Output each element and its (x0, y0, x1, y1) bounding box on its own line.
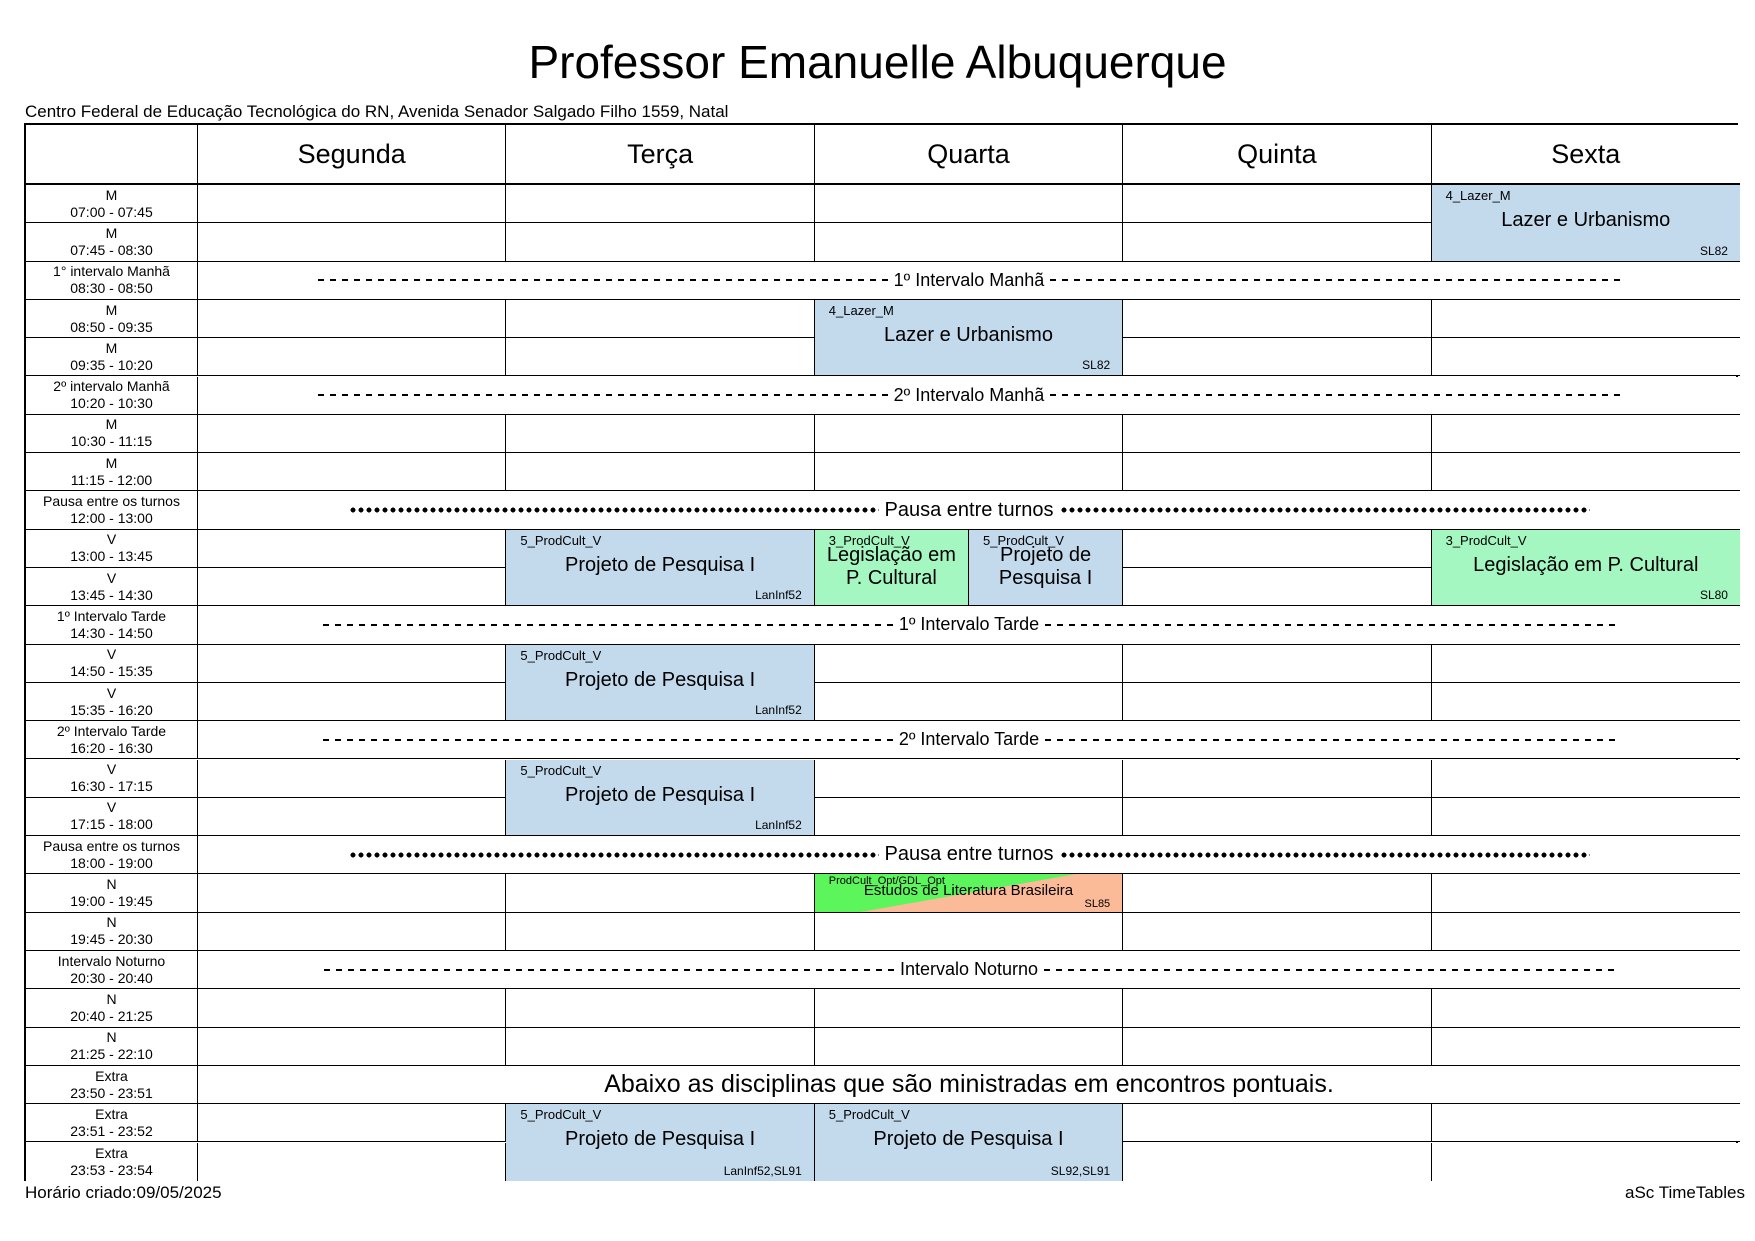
lesson-group: 3_ProdCult_V (828, 532, 910, 548)
lesson-group: 3_ProdCult_V (1445, 532, 1527, 548)
empty-slot (1123, 300, 1431, 338)
period-cell (26, 1066, 198, 1104)
banner-label: 2º Intervalo Manhã (893, 384, 1045, 405)
period-name: Pausa entre os turnos (43, 493, 180, 510)
empty-slot (1432, 645, 1740, 683)
empty-slot (1432, 683, 1740, 721)
empty-slot (1432, 1143, 1740, 1181)
period-time: 13:00 - 13:45 (70, 548, 153, 565)
lesson-group: 4_Lazer_M (828, 302, 894, 318)
empty-slot (1123, 760, 1431, 798)
lesson-subject: Projeto de Pesquisa I (565, 668, 756, 691)
period-cell (26, 683, 198, 721)
empty-slot (1123, 798, 1431, 836)
lesson-subject: Lazer e Urbanismo (1501, 209, 1671, 232)
empty-slot (198, 913, 506, 951)
lesson-group: 5_ProdCult_V (828, 1107, 910, 1123)
period-name: N (106, 1029, 117, 1046)
lesson-subject: Legislação em P. Cultural (826, 543, 956, 589)
period-cell (26, 338, 198, 376)
period-time: 23:51 - 23:52 (70, 1122, 153, 1139)
period-time: 20:40 - 21:25 (70, 1007, 153, 1024)
lesson-group: 4_Lazer_M (1445, 188, 1511, 203)
period-cell (26, 836, 198, 874)
banner-label: Intervalo Noturno (899, 959, 1039, 980)
period-cell (26, 415, 198, 453)
period-cell (26, 989, 198, 1027)
empty-slot (815, 760, 1123, 798)
empty-slot (506, 185, 814, 223)
period-time: 09:35 - 10:20 (70, 356, 153, 373)
dashed-line-right (1045, 735, 1615, 745)
break-banner (198, 606, 1740, 644)
lesson-group: 5_ProdCult_V (983, 532, 1064, 548)
lesson-card[interactable] (506, 1104, 814, 1181)
period-cell (26, 1104, 198, 1142)
empty-slot (506, 338, 814, 376)
period-time: 20:30 - 20:40 (70, 969, 153, 986)
lesson-card[interactable] (815, 1104, 1123, 1181)
empty-slot (198, 989, 506, 1027)
period-name: M (105, 454, 118, 471)
dotted-line-right (1060, 850, 1590, 860)
period-cell (26, 1143, 198, 1181)
banner-label: Pausa entre turnos (884, 498, 1054, 521)
empty-slot (198, 1143, 506, 1181)
dashed-line-left (318, 390, 888, 400)
banner-label: 2º Intervalo Tarde (898, 729, 1040, 750)
period-cell (26, 568, 198, 606)
period-time: 16:30 - 17:15 (70, 778, 153, 795)
lesson-group: ProdCult_Opt/GDL_Opt (828, 875, 945, 888)
empty-slot (198, 223, 506, 261)
lesson-card[interactable] (506, 530, 814, 607)
lesson-subject: Lazer e Urbanismo (884, 324, 1053, 347)
period-time: 08:30 - 08:50 (70, 280, 153, 297)
empty-slot (1123, 874, 1431, 912)
dashed-line-left (324, 965, 894, 975)
empty-slot (198, 760, 506, 798)
period-cell (26, 760, 198, 798)
period-name: M (105, 416, 118, 433)
period-cell (26, 530, 198, 568)
empty-slot (198, 530, 506, 568)
period-cell (26, 1028, 198, 1066)
period-name: 1º Intervalo Tarde (56, 607, 167, 624)
lesson-card[interactable] (506, 760, 814, 837)
empty-slot (815, 798, 1123, 836)
period-name: Pausa entre os turnos (43, 837, 180, 854)
dashed-line-right (1050, 390, 1620, 400)
empty-slot (815, 989, 1123, 1027)
lesson-subject: Projeto de Pesquisa I (998, 543, 1093, 589)
period-name: Intervalo Noturno (57, 952, 166, 969)
empty-slot (1432, 798, 1740, 836)
lesson-subject: Projeto de Pesquisa I (565, 783, 756, 806)
period-time: 23:53 - 23:54 (70, 1161, 153, 1178)
empty-slot (506, 874, 814, 912)
empty-slot (815, 913, 1123, 951)
dashed-line-left (323, 620, 893, 630)
empty-slot (1123, 989, 1431, 1027)
period-time: 10:30 - 11:15 (70, 433, 153, 450)
lesson-subject: Projeto de Pesquisa I (873, 1128, 1064, 1151)
period-time: 19:00 - 19:45 (70, 893, 153, 910)
period-cell (26, 913, 198, 951)
period-time: 07:45 - 08:30 (70, 241, 153, 258)
lesson-card[interactable] (506, 645, 814, 722)
period-name: M (105, 186, 118, 203)
dashed-line-right (1045, 620, 1615, 630)
period-cell (26, 262, 198, 300)
lesson-room: SL82 (1082, 358, 1111, 373)
period-time: 18:00 - 19:00 (70, 854, 153, 871)
dashed-line-left (318, 275, 888, 285)
period-time: 23:50 - 23:51 (70, 1084, 153, 1101)
empty-slot (198, 1028, 506, 1066)
empty-slot (1432, 874, 1740, 912)
empty-slot (1123, 415, 1431, 453)
app-credit: aSc TimeTables (1625, 1183, 1745, 1202)
empty-slot (1123, 683, 1431, 721)
empty-slot (1432, 415, 1740, 453)
lesson-subject: Projeto de Pesquisa I (565, 1128, 756, 1151)
period-name: 2º Intervalo Tarde (56, 722, 167, 739)
empty-slot (1123, 913, 1431, 951)
lesson-card[interactable] (815, 874, 1123, 912)
period-name: M (105, 301, 118, 318)
empty-slot (506, 453, 814, 491)
lesson-card[interactable] (1432, 185, 1740, 262)
empty-slot (198, 415, 506, 453)
lesson-room: LanInf52,SL91 (723, 1163, 802, 1178)
empty-slot (1123, 530, 1431, 568)
empty-slot (198, 185, 506, 223)
period-cell (26, 606, 198, 644)
period-time: 16:20 - 16:30 (70, 739, 153, 756)
dashed-line-right (1044, 965, 1614, 975)
empty-slot (815, 645, 1123, 683)
dotted-line-left (349, 505, 879, 515)
period-cell (26, 491, 198, 529)
empty-slot (1432, 1104, 1740, 1142)
empty-slot (1432, 760, 1740, 798)
timetable-grid (24, 123, 1738, 1181)
lesson-room: LanInf52 (755, 818, 802, 833)
lesson-room: SL85 (1084, 897, 1111, 910)
school-address: Centro Federal de Educação Tecnológica do RN, Avenida Senador Salgado Filho 1559, Natal (25, 102, 729, 121)
empty-slot (815, 223, 1123, 261)
period-cell (26, 645, 198, 683)
day-header: Quarta (815, 125, 1123, 185)
day-header: Segunda (198, 125, 506, 185)
break-banner (198, 721, 1740, 759)
period-time: 12:00 - 13:00 (70, 510, 153, 527)
period-time: 11:15 - 12:00 (70, 471, 153, 488)
lesson-group: 5_ProdCult_V (520, 647, 602, 663)
empty-slot (1123, 223, 1431, 261)
empty-slot (815, 453, 1123, 491)
empty-slot (815, 683, 1123, 721)
period-name: 2º intervalo Manhã (53, 378, 170, 395)
lesson-card[interactable] (969, 530, 1123, 607)
period-name: N (106, 990, 117, 1007)
period-name: N (106, 914, 117, 931)
period-cell (26, 721, 198, 759)
lesson-subject: Legislação em P. Cultural (1473, 553, 1699, 576)
empty-slot (198, 300, 506, 338)
empty-slot (198, 683, 506, 721)
empty-slot (1123, 645, 1431, 683)
lesson-room: SL82 (1699, 243, 1728, 258)
break-banner (198, 1066, 1740, 1104)
banner-label: 1º Intervalo Tarde (898, 614, 1040, 635)
empty-slot (1123, 568, 1431, 606)
period-time: 17:15 - 18:00 (70, 816, 153, 833)
day-header: Terça (506, 125, 814, 185)
period-name: V (106, 646, 117, 663)
period-name: Extra (95, 1144, 128, 1161)
empty-slot (1432, 1028, 1740, 1066)
period-time: 10:20 - 10:30 (70, 395, 153, 412)
lesson-card[interactable] (815, 300, 1123, 377)
period-name: V (106, 799, 117, 816)
corner-cell (26, 125, 198, 185)
period-name: V (106, 684, 117, 701)
period-name: V (106, 531, 117, 548)
lesson-card[interactable] (815, 530, 969, 607)
dotted-line-left (349, 850, 879, 860)
period-name: V (106, 569, 117, 586)
empty-slot (506, 989, 814, 1027)
empty-slot (1123, 1143, 1431, 1181)
empty-slot (1432, 338, 1740, 376)
period-cell (26, 223, 198, 261)
break-banner (198, 262, 1740, 300)
empty-slot (815, 1028, 1123, 1066)
empty-slot (506, 913, 814, 951)
empty-slot (1432, 989, 1740, 1027)
period-time: 19:45 - 20:30 (70, 931, 153, 948)
empty-slot (198, 1104, 506, 1142)
period-name: M (105, 339, 118, 356)
dashed-line-right (1050, 275, 1620, 285)
lesson-room: SL92,SL91 (1050, 1163, 1111, 1178)
break-banner (198, 836, 1740, 874)
period-name: Extra (95, 1105, 128, 1122)
empty-slot (815, 185, 1123, 223)
empty-slot (198, 798, 506, 836)
lesson-room: SL80 (1699, 588, 1728, 603)
banner-label: Abaixo as disciplinas que são ministradas em encontros pontuais. (604, 1070, 1334, 1099)
empty-slot (506, 300, 814, 338)
period-cell (26, 377, 198, 415)
period-time: 14:50 - 15:35 (70, 663, 153, 680)
period-name: V (106, 761, 117, 778)
period-cell (26, 798, 198, 836)
empty-slot (1123, 185, 1431, 223)
lesson-room: LanInf52 (755, 588, 802, 603)
period-name: M (105, 224, 118, 241)
empty-slot (1432, 300, 1740, 338)
empty-slot (1123, 338, 1431, 376)
empty-slot (815, 415, 1123, 453)
empty-slot (1123, 453, 1431, 491)
break-banner (198, 951, 1740, 989)
period-cell (26, 951, 198, 989)
period-time: 15:35 - 16:20 (70, 701, 153, 718)
period-time: 21:25 - 22:10 (70, 1046, 153, 1063)
empty-slot (1432, 453, 1740, 491)
lesson-card[interactable] (1432, 530, 1740, 607)
dashed-line-left (323, 735, 893, 745)
dotted-line-right (1060, 505, 1590, 515)
period-cell (26, 185, 198, 223)
period-time: 08:50 - 09:35 (70, 318, 153, 335)
lesson-subject: Estudos de Literatura Brasileira (863, 882, 1074, 900)
day-header: Sexta (1432, 125, 1740, 185)
period-name: Extra (95, 1067, 128, 1084)
banner-label: 1º Intervalo Manhã (893, 269, 1045, 290)
period-time: 14:30 - 14:50 (70, 624, 153, 641)
period-name: 1° intervalo Manhã (53, 263, 170, 280)
empty-slot (198, 645, 506, 683)
lesson-group: 5_ProdCult_V (520, 762, 602, 778)
empty-slot (1432, 913, 1740, 951)
banner-label: Pausa entre turnos (884, 843, 1054, 866)
period-cell (26, 453, 198, 491)
period-cell (26, 874, 198, 912)
day-header: Quinta (1123, 125, 1431, 185)
empty-slot (198, 874, 506, 912)
empty-slot (506, 415, 814, 453)
period-time: 07:00 - 07:45 (70, 203, 153, 220)
break-banner (198, 491, 1740, 529)
empty-slot (198, 453, 506, 491)
break-banner (198, 377, 1740, 415)
empty-slot (506, 223, 814, 261)
lesson-group: 5_ProdCult_V (520, 532, 602, 548)
period-name: N (106, 876, 117, 893)
created-date: Horário criado:09/05/2025 (25, 1183, 222, 1202)
period-cell (26, 300, 198, 338)
period-time: 13:45 - 14:30 (70, 586, 153, 603)
empty-slot (1123, 1028, 1431, 1066)
empty-slot (198, 338, 506, 376)
lesson-room: LanInf52 (755, 703, 802, 718)
empty-slot (198, 568, 506, 606)
empty-slot (506, 1028, 814, 1066)
lesson-subject: Projeto de Pesquisa I (565, 553, 756, 576)
page-title: Professor Emanuelle Albuquerque (528, 36, 1227, 88)
lesson-group: 5_ProdCult_V (520, 1107, 602, 1123)
empty-slot (1123, 1104, 1431, 1142)
